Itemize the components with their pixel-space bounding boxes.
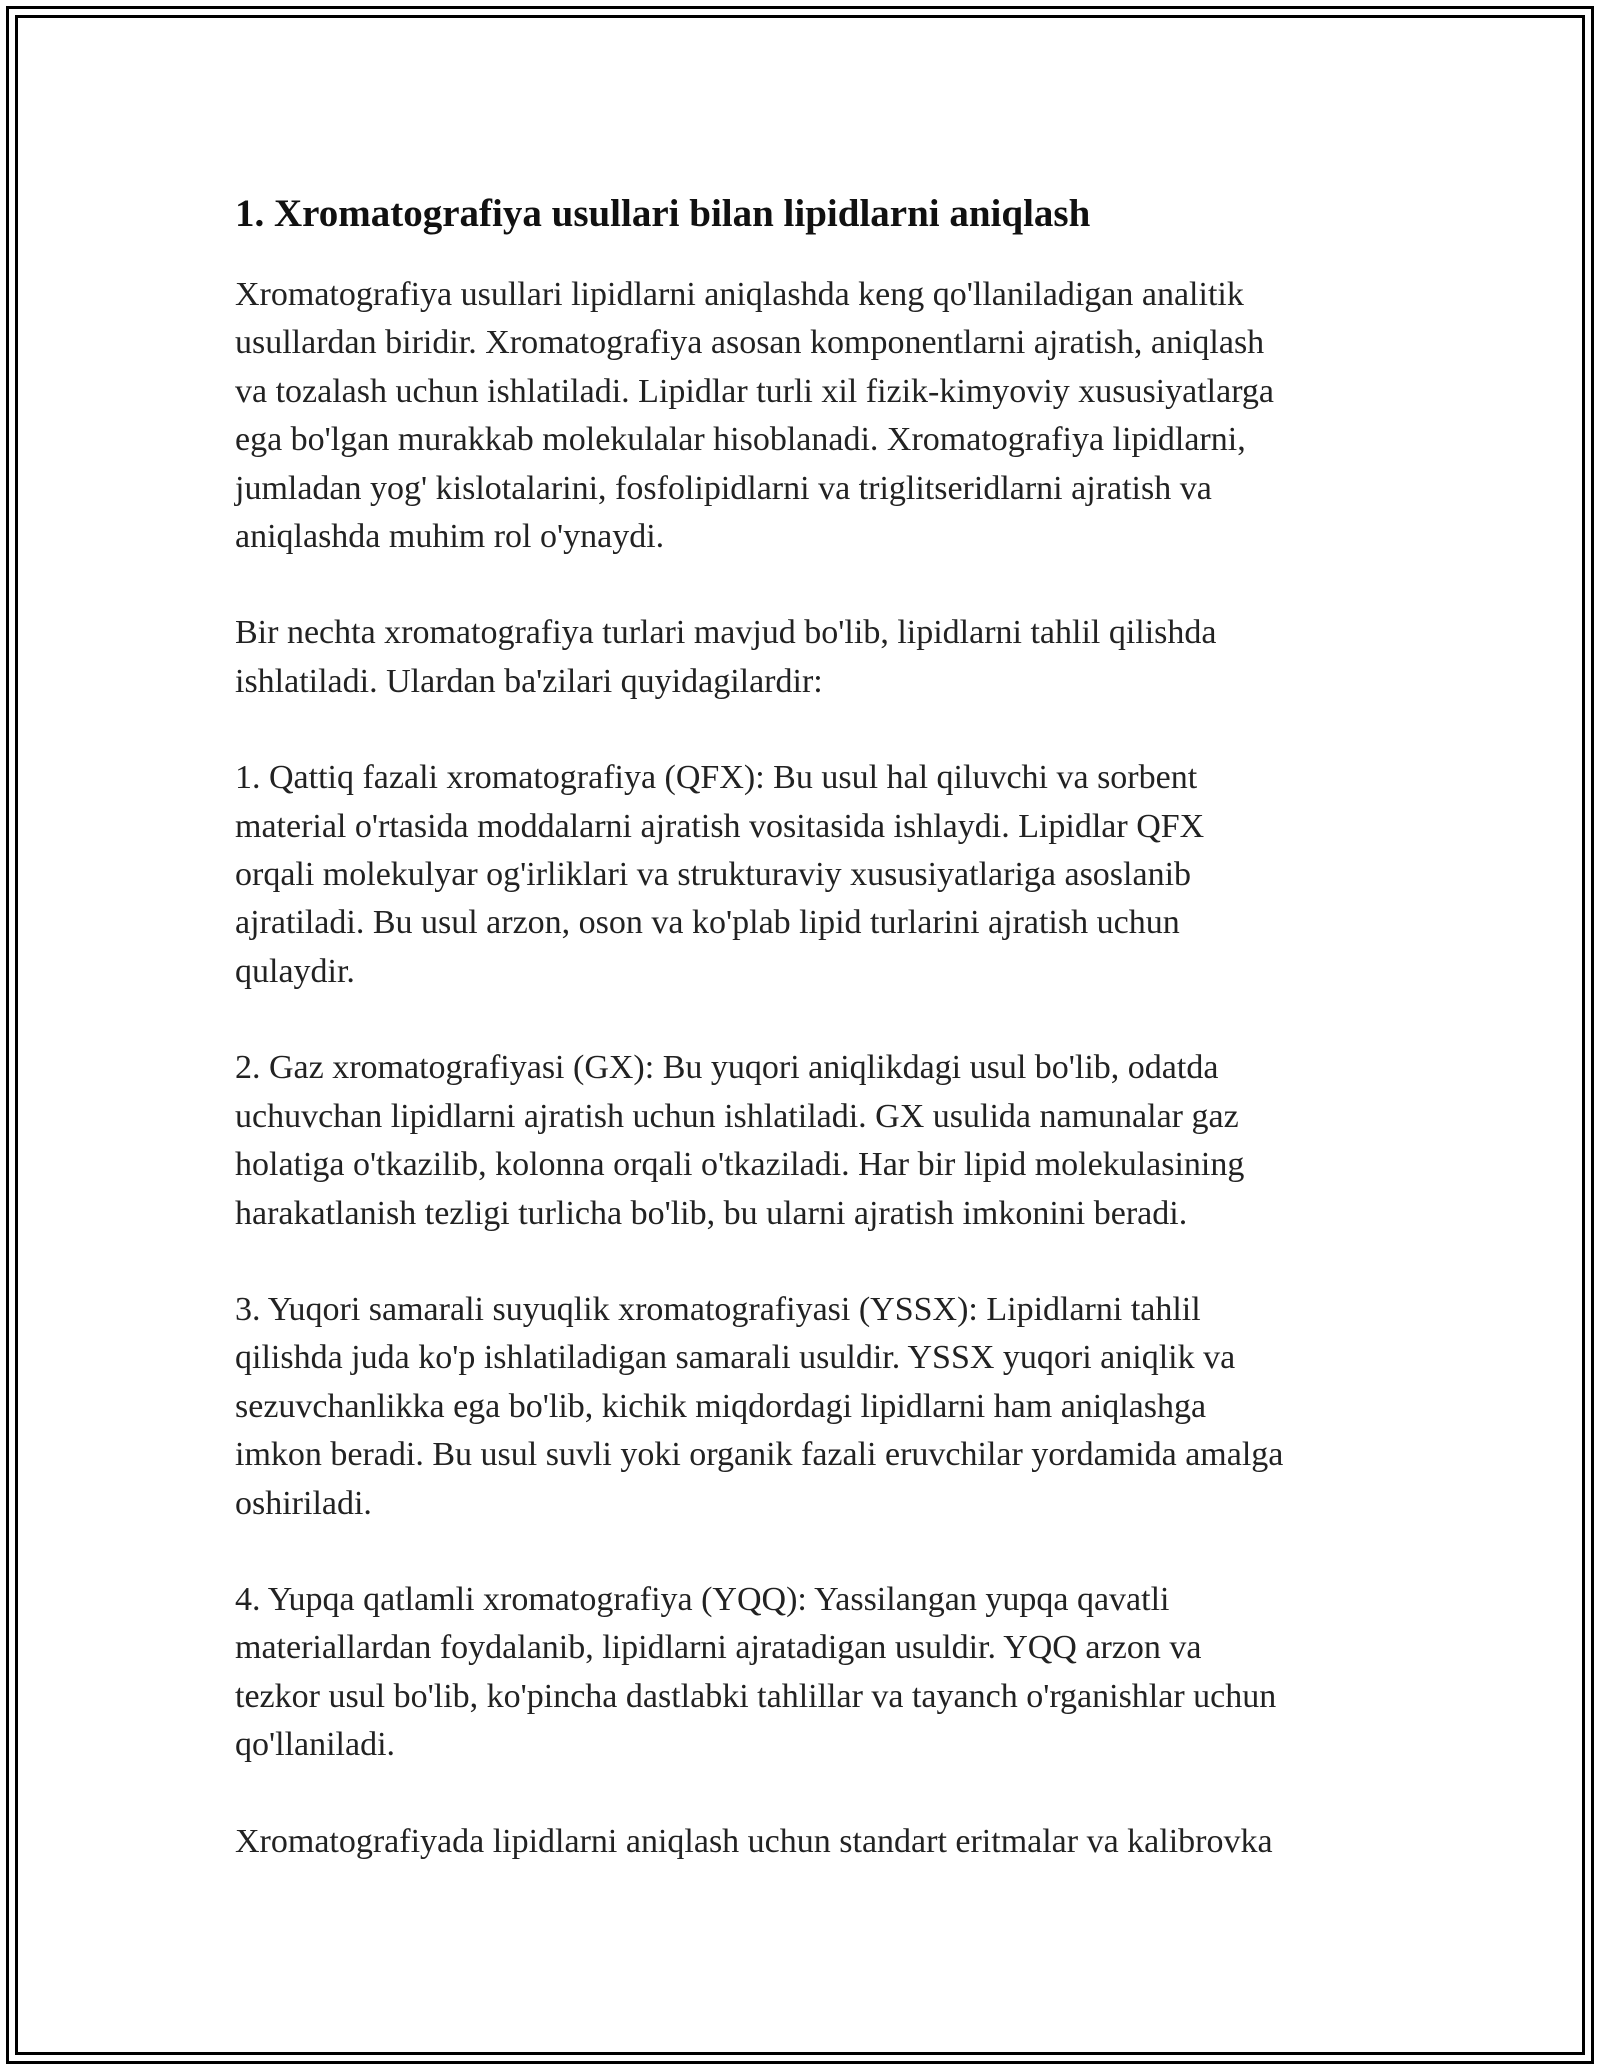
paragraph-types-intro: Bir nechta xromatografiya turlari mavjud bo'lib, lipidlarni tahlil qilishda ishlatiladi. Ulardan ba'zilari quyidagilardir: [235, 614, 1217, 700]
paragraph-closing: Xromatografiyada lipidlarni aniqlash uchun standart eritmalar va kalibrovka [235, 1822, 1273, 1860]
paragraph-item-qfx: 1. Qattiq fazali xromatografiya (QFX): Bu usul hal qiluvchi va sorbent material o'rtasida moddalarni ajratish vositasida ishlaydi. Lipidlar QFX orqali molekulyar og'irliklari va strukturaviy xususiyatlariga asoslanib ajratiladi. Bu usul arzon, oson va ko'plab lipid turlarini ajratish uchun qulaydir. [235, 759, 1205, 990]
paragraph-intro: Xromatografiya usullari lipidlarni aniqlashda keng qo'llaniladigan analitik usullardan biridir. Xromatografiya asosan komponentlarni ajratish, aniqlash va tozalash uchun ishlatiladi. Lipidlar turli xil fizik-kimyoviy xususiyatlarga ega bo'lgan murakkab molekulalar hisoblanadi. Xromatografiya lipidlarni, jumladan yog' kislotalarini, fosfolipidlarni va triglitseridlarni ajratish va aniqlashda muhim rol o'ynaydi. [235, 276, 1274, 556]
document-body [235, 185, 1375, 1914]
document-title: 1. Xromatografiya usullari bilan lipidlarni aniqlash [235, 192, 1091, 235]
paragraph-item-gx: 2. Gaz xromatografiyasi (GX): Bu yuqori aniqlikdagi usul bo'lib, odatda uchuvchan lipidlarni ajratish uchun ishlatiladi. GX usulida namunalar gaz holatiga o'tkazilib, kolonna orqali o'tkaziladi. Har bir lipid molekulasining harakatlanish tezligi turlicha bo'lib, bu ularni ajratish imkonini beradi. [235, 1049, 1245, 1232]
paragraph-item-yqq: 4. Yupqa qatlamli xromatografiya (YQQ): Yassilangan yupqa qavatli materiallardan foydalanib, lipidlarni ajratadigan usuldir. YQQ arzon va tezkor usul bo'lib, ko'pincha dastlabki tahlillar va tayanch o'rganishlar uchun qo'llaniladi. [235, 1580, 1277, 1764]
paragraph-item-yssx: 3. Yuqori samarali suyuqlik xromatografiyasi (YSSX): Lipidlarni tahlil qilishda juda ko'p ishlatiladigan samarali usuldir. YSSX yuqori aniqlik va sezuvchanlikka ega bo'lib, kichik miqdordagi lipidlarni ham aniqlashga imkon beradi. Bu usul suvli yoki organik fazali eruvchilar yordamida amalga oshiriladi. [235, 1290, 1284, 1522]
